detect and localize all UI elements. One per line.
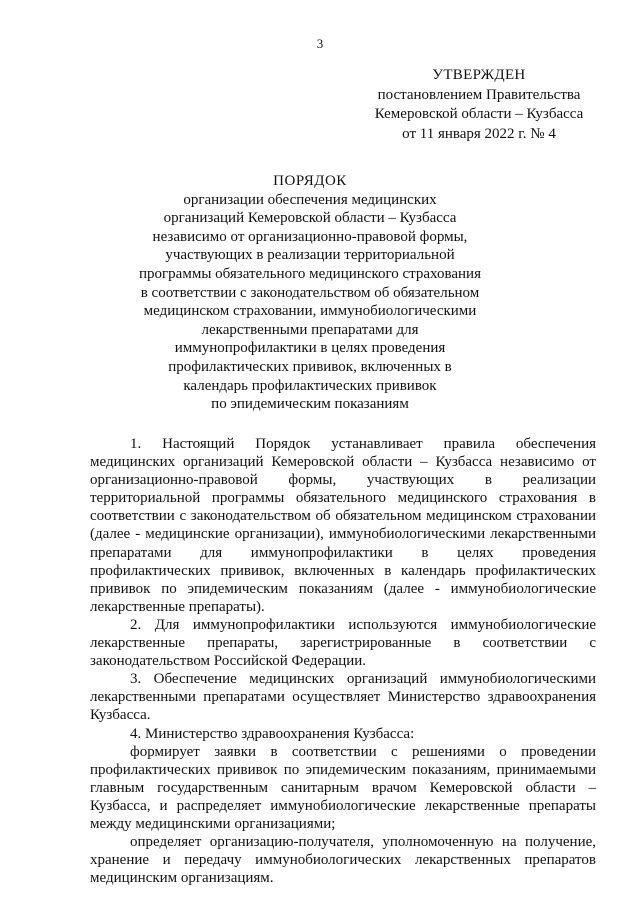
document-title: ПОРЯДОК [273, 173, 347, 189]
approval-line: Кемеровской области – Кузбасса [374, 106, 584, 122]
paragraph-4-item-1: формирует заявки в соответствии с решениями о проведении профилактических прививок по эпидемическим показаниям, принимаемыми главным государственным санитарным врачом Кемеровской области – Кузбасса, и распределяет иммунобиологические лекарственные препараты между медицинскими организациями; [90, 743, 596, 832]
approval-stamp [340, 66, 618, 144]
subtitle-line: организации обеспечения медицинских [183, 191, 437, 208]
approval-line: от 11 января 2022 г. № 4 [402, 125, 556, 142]
paragraph-2: 2. Для иммунопрофилактики используются иммунобиологические лекарственные препараты, зарегистрированные в соответствии с законодательством Российской Федерации. [90, 616, 596, 670]
paragraph-4-item-2: определяет организацию-получателя, уполномоченную на получение, хранение и передачу иммунобиологических лекарственных препаратов медицинским организациям. [90, 834, 596, 887]
paragraph-1: 1. Настоящий Порядок устанавливает правила обеспечения медицинских организаций Кемеровской области – Кузбасса независимо от организационно-правовой формы, участвующих в реализации территориальной программы обязательного медицинского страхования в соответствии с законодательством об обязательном медицинском страховании (далее - медицинские организации), иммунобиологическими лекарственными препаратами для иммунопрофилактики в целях проведения профилактических прививок, включенных в календарь профилактических прививок по эпидемическим показаниям (далее - иммунобиологические лекарственные препараты). [90, 436, 596, 615]
document-body [90, 435, 596, 887]
subtitle-line: участвующих в реализации территориальной [165, 247, 455, 264]
paragraph-3: 3. Обеспечение медицинских организаций иммунобиологическими лекарственными препаратами осуществляет Министерство здравоохранения Кузбасса. [90, 671, 596, 724]
subtitle-line: календарь профилактических прививок [183, 377, 437, 394]
paragraph-4: 4. Министерство здравоохранения Кузбасса: [130, 725, 415, 742]
subtitle-line: по эпидемическим показаниям [211, 396, 409, 413]
subtitle-line: в соответствии с законодательством об обязательном [140, 284, 480, 301]
subtitle-line: иммунопрофилактики в целях проведения [174, 340, 446, 357]
subtitle-line: независимо от организационно-правовой формы, [152, 228, 468, 245]
page-number: 3 [316, 36, 324, 51]
approval-line: постановлением Правительства [377, 86, 581, 103]
document-heading [110, 172, 510, 414]
subtitle-line: лекарственными препаратами для [201, 321, 419, 338]
approval-title: УТВЕРЖДЕН [432, 67, 526, 83]
subtitle-line: организаций Кемеровской области – Кузбасса [163, 210, 457, 227]
subtitle-line: программы обязательного медицинского страхования [139, 265, 481, 282]
subtitle-line: профилактических прививок, включенных в [168, 358, 452, 375]
subtitle-line: медицинском страховании, иммунобиологическими [143, 303, 477, 320]
